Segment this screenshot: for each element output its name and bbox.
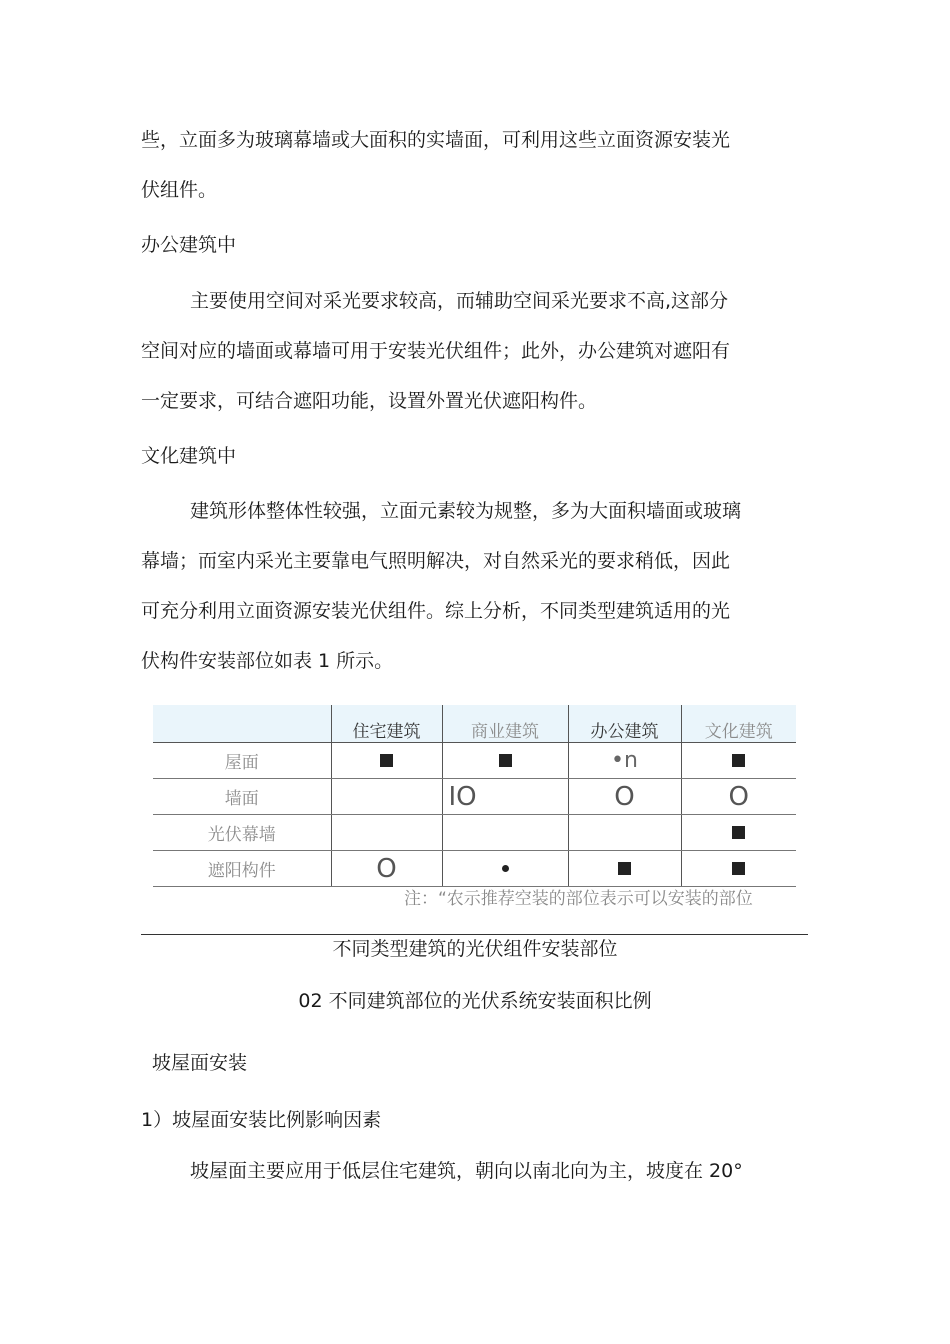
row-label: 屋面 xyxy=(153,743,331,779)
filled-square-icon xyxy=(732,826,745,839)
body-text-line: 一定要求，可结合遮阳功能，设置外置光伏遮阳构件。 xyxy=(141,390,598,412)
table-cell xyxy=(331,779,442,815)
table-cell xyxy=(681,743,796,779)
header-office: 办公建筑 xyxy=(568,705,681,743)
table-row xyxy=(153,851,796,887)
table-cell xyxy=(442,743,568,779)
table-cell xyxy=(331,743,442,779)
subheading-culture: 文化建筑中 xyxy=(141,445,237,467)
filled-square-icon xyxy=(499,754,512,767)
row-label: 遮阳构件 xyxy=(153,851,331,887)
header-culture: 文化建筑 xyxy=(681,705,796,743)
body-text-line: 主要使用空间对采光要求较高，而辅助空间采光要求不高,这部分 xyxy=(190,290,729,312)
section-title: 02 不同建筑部位的光伏系统安装面积比例 xyxy=(298,990,652,1012)
body-text-line: 坡屋面主要应用于低层住宅建筑，朝向以南北向为主，坡度在 20° xyxy=(190,1160,743,1182)
table-cell xyxy=(568,779,681,815)
installation-table xyxy=(153,705,796,887)
divider xyxy=(141,934,808,935)
table-corner xyxy=(153,705,331,743)
body-text-line: 空间对应的墙面或幕墙可用于安装光伏组件；此外，办公建筑对遮阳有 xyxy=(141,340,731,362)
filled-square-icon xyxy=(732,754,745,767)
cell-mark: IO xyxy=(448,781,477,812)
table-cell xyxy=(681,779,796,815)
body-text-line: 可充分利用立面资源安装光伏组件。综上分析，不同类型建筑适用的光 xyxy=(141,600,731,622)
cell-mark: •n xyxy=(611,748,638,773)
header-residential: 住宅建筑 xyxy=(331,705,442,743)
filled-square-icon xyxy=(380,754,393,767)
table-cell xyxy=(331,851,442,887)
table-row xyxy=(153,743,796,779)
subheading-office: 办公建筑中 xyxy=(141,234,237,256)
filled-square-icon xyxy=(618,862,631,875)
row-label: 光伏幕墙 xyxy=(153,815,331,851)
header-commercial: 商业建筑 xyxy=(442,705,568,743)
table-cell xyxy=(681,851,796,887)
table-cell xyxy=(568,815,681,851)
table-row xyxy=(153,815,796,851)
table-cell xyxy=(442,851,568,887)
table-cell xyxy=(331,815,442,851)
table-cell xyxy=(568,743,681,779)
table-row xyxy=(153,779,796,815)
filled-dot-icon xyxy=(502,865,509,872)
subheading-factors: 1）坡屋面安装比例影响因素 xyxy=(141,1109,382,1131)
table-cell xyxy=(442,815,568,851)
table-note: 注：“农示推荐空装的部位表示可以安装的部位 xyxy=(404,889,753,909)
body-text-line: 伏构件安装部位如表 1 所示。 xyxy=(141,650,394,672)
body-text-line: 伏组件。 xyxy=(141,179,218,201)
body-text-line: 幕墙；而室内采光主要靠电气照明解决，对自然采光的要求稍低，因此 xyxy=(141,550,731,572)
subheading-slope: 坡屋面安装 xyxy=(152,1052,248,1074)
open-circle-icon: O xyxy=(614,781,635,812)
body-text-line: 建筑形体整体性较强，立面元素较为规整，多为大面积墙面或玻璃 xyxy=(190,500,742,522)
row-label: 墙面 xyxy=(153,779,331,815)
open-circle-icon: O xyxy=(728,781,749,812)
filled-square-icon xyxy=(732,862,745,875)
table-caption: 不同类型建筑的光伏组件安装部位 xyxy=(332,938,618,960)
table-cell xyxy=(442,779,568,815)
table-cell xyxy=(681,815,796,851)
open-circle-icon: O xyxy=(376,853,397,884)
body-text-line: 些，立面多为玻璃幕墙或大面积的实墙面，可利用这些立面资源安装光 xyxy=(141,129,731,151)
table-cell xyxy=(568,851,681,887)
